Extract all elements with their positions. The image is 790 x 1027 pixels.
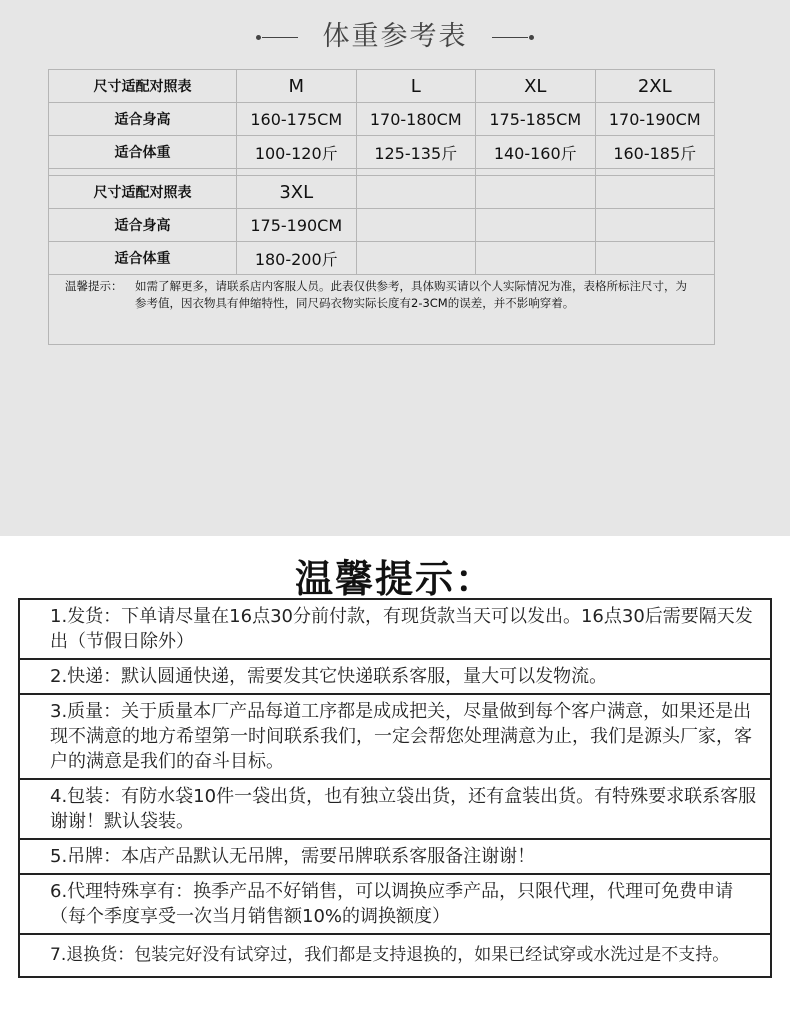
size-xl: XL [476, 70, 596, 103]
chart-title: 体重参考表 [322, 21, 468, 52]
chart-title-row [0, 14, 790, 53]
table-cell: 125-135斤 [356, 136, 476, 169]
table-cell [595, 242, 715, 275]
table1-header-row [49, 70, 715, 103]
table-cell: 175-185CM [476, 103, 596, 136]
table-cell [595, 209, 715, 242]
table-cell: 160-185斤 [595, 136, 715, 169]
table-cell: 175-190CM [237, 209, 357, 242]
table-cell: 100-120斤 [237, 136, 357, 169]
table-cell [356, 209, 476, 242]
gap-cell [356, 169, 476, 176]
table-cell: 170-190CM [595, 103, 715, 136]
note-body: 如需了解更多，请联系店内客服人员。此表仅供参考，具体购买请以个人实际情况为准，表格所标注尺寸，为参考值，因衣物具有伸缩特性，同尺码衣物实际长度有2-3CM的误差，并不影响穿着。 [135, 279, 687, 310]
table-cell [476, 176, 596, 209]
gap-cell [237, 169, 357, 176]
table-cell: 140-160斤 [476, 136, 596, 169]
table-cell [356, 242, 476, 275]
table-cell [356, 176, 476, 209]
table-gap-row [49, 169, 715, 176]
gap-cell [476, 169, 596, 176]
table-cell: 180-200斤 [237, 242, 357, 275]
table-cell: 160-175CM [237, 103, 357, 136]
table2-weight-row [49, 242, 715, 275]
size-l: L [356, 70, 476, 103]
size-m: M [237, 70, 357, 103]
note-head: 温馨提示： [65, 279, 123, 293]
row-label: 适合身高 [49, 103, 237, 136]
table1-header-label: 尺寸适配对照表 [49, 70, 237, 103]
tip-express: 2.快递：默认圆通快递，需要发其它快递联系客服，量大可以发物流。 [20, 660, 770, 695]
tips-box [18, 598, 772, 978]
table2-height-row [49, 209, 715, 242]
tip-quality: 3.质量：关于质量本厂产品每道工序都是成成把关，尽量做到每个客户满意，如果还是出现不满意的地方希望第一时间联系我们，一定会帮您处理满意为止，我们是源头厂家，客户的满意是我们的奋斗目标。 [20, 695, 770, 780]
title-right-ornament [492, 37, 528, 38]
table-cell: 170-180CM [356, 103, 476, 136]
tip-tag: 5.吊牌：本店产品默认无吊牌，需要吊牌联系客服备注谢谢！ [20, 840, 770, 875]
table-cell [476, 209, 596, 242]
tip-shipping: 1.发货：下单请尽量在16点30分前付款，有现货款当天可以发出。16点30后需要隔天发出（节假日除外） [20, 600, 770, 660]
row-label: 适合体重 [49, 242, 237, 275]
tip-agent: 6.代理特殊享有：换季产品不好销售，可以调换应季产品，只限代理，代理可免费申请（每个季度享受一次当月销售额10%的调换额度） [20, 875, 770, 935]
table-cell [595, 176, 715, 209]
tip-packaging: 4.包装：有防水袋10件一袋出货，也有独立袋出货，还有盒装出货。有特殊要求联系客服谢谢！默认袋装。 [20, 780, 770, 840]
table2-header-row [49, 176, 715, 209]
row-label: 适合身高 [49, 209, 237, 242]
title-left-ornament [262, 37, 298, 38]
tips-title: 温馨提示： [294, 557, 495, 601]
gap-cell [595, 169, 715, 176]
table1-weight-row [49, 136, 715, 169]
note-row [49, 275, 715, 345]
size-3xl: 3XL [237, 176, 357, 209]
gap-cell [49, 169, 237, 176]
table1-height-row [49, 103, 715, 136]
size-2xl: 2XL [595, 70, 715, 103]
table-cell [476, 242, 596, 275]
size-table [48, 69, 715, 345]
table2-header-label: 尺寸适配对照表 [49, 176, 237, 209]
tip-returns: 7.退换货：包装完好没有试穿过，我们都是支持退换的，如果已经试穿或水洗过是不支持。 [50, 945, 730, 965]
size-note [49, 275, 715, 345]
row-label: 适合体重 [49, 136, 237, 169]
